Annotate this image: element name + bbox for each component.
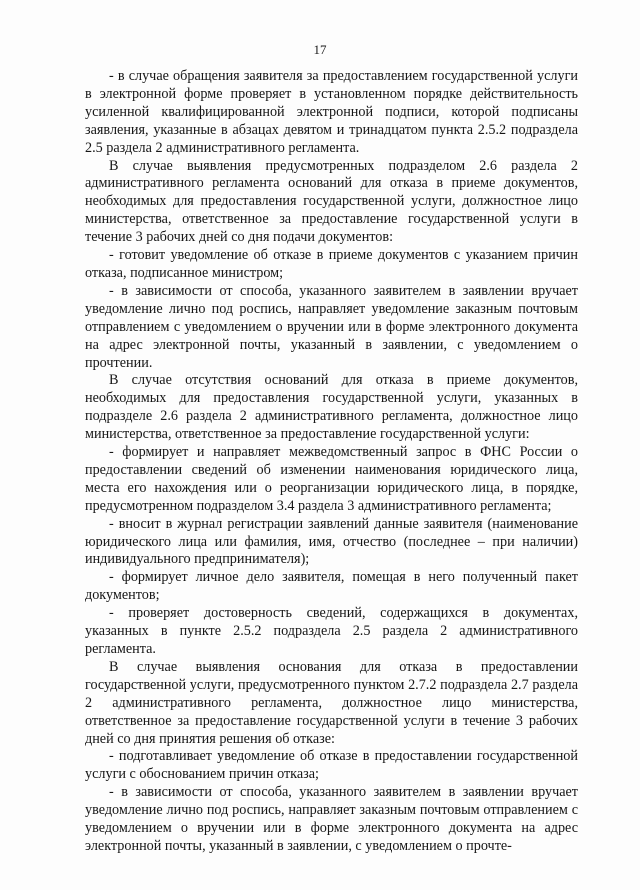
paragraph: - формирует и направляет межведомственный запрос в ФНС России о предоставлении сведений об изменении наименования юридического лица, места его нахождения или о реорганизации юридического лица, в порядке, предусмотренном подразделом 3.4 раздела 3 административного регламента; (85, 444, 578, 514)
paragraph: - вносит в журнал регистрации заявлений данные заявителя (наименование юридического лица или фамилия, имя, отчество (последнее – при наличии) индивидуального предпринимателя); (85, 515, 578, 568)
paragraph: - формирует личное дело заявителя, помещая в него полученный пакет документов; (85, 569, 578, 604)
paragraph: В случае отсутствия оснований для отказа в приеме документов, необходимых для предоставления государственной услуги, указанных в подразделе 2.6 раздела 2 административного регламента, должностное лицо министерства, ответственное за предоставление государственной услуги: (85, 372, 578, 443)
paragraph: - подготавливает уведомление об отказе в предоставлении государственной услуги с обоснованием причин отказа; (85, 748, 578, 783)
paragraph: - в зависимости от способа, указанного заявителем в заявлении вручает уведомление лично под роспись, направляет уведомление заказным почтовым отправлением с уведомлением о вручении или в форме электронного документа на адрес электронной почты, указанный в заявлении, с уведомлением о прочтении. (85, 282, 578, 371)
document-body (85, 68, 578, 856)
paragraph: В случае выявления основания для отказа в предоставлении государственной услуги, предусмотренного пунктом 2.7.2 подраздела 2.7 раздела 2 административного регламента, должностное лицо министерства, ответственное за предоставление государственной услуги в течение 3 рабочих дней со дня принятия решения об отказе: (85, 658, 578, 747)
paragraph: - проверяет достоверность сведений, содержащихся в документах, указанных в пункте 2.5.2 подраздела 2.5 раздела 2 административного регламента. (85, 605, 578, 657)
paragraph: В случае выявления предусмотренных подразделом 2.6 раздела 2 административного регламента оснований для отказа в приеме документов, необходимых для предоставления государственной услуги, должностное лицо министерства, ответственное за предоставление государственной услуги в течение 3 рабочих дней со дня подачи документов: (85, 157, 578, 246)
paragraph: - в зависимости от способа, указанного заявителем в заявлении вручает уведомление лично под роспись, направляет заказным почтовым отправлением с уведомлением о вручении или в форме электронного документа на адрес электронной почты, указанный в заявлении, с уведомлением о прочте- (85, 784, 578, 854)
paragraph: - в случае обращения заявителя за предоставлением государственной услуги в электронной форме проверяет в установленном порядке действительность усиленной квалифицированной электронной подписи, которой подписаны заявления, указанные в абзацах девятом и тринадцатом пункта 2.5.2 подраздела 2.5 раздела 2 административного регламента. (85, 68, 578, 156)
paragraph: - готовит уведомление об отказе в приеме документов с указанием причин отказа, подписанное министром; (85, 247, 578, 281)
page-number: 17 (313, 42, 327, 57)
